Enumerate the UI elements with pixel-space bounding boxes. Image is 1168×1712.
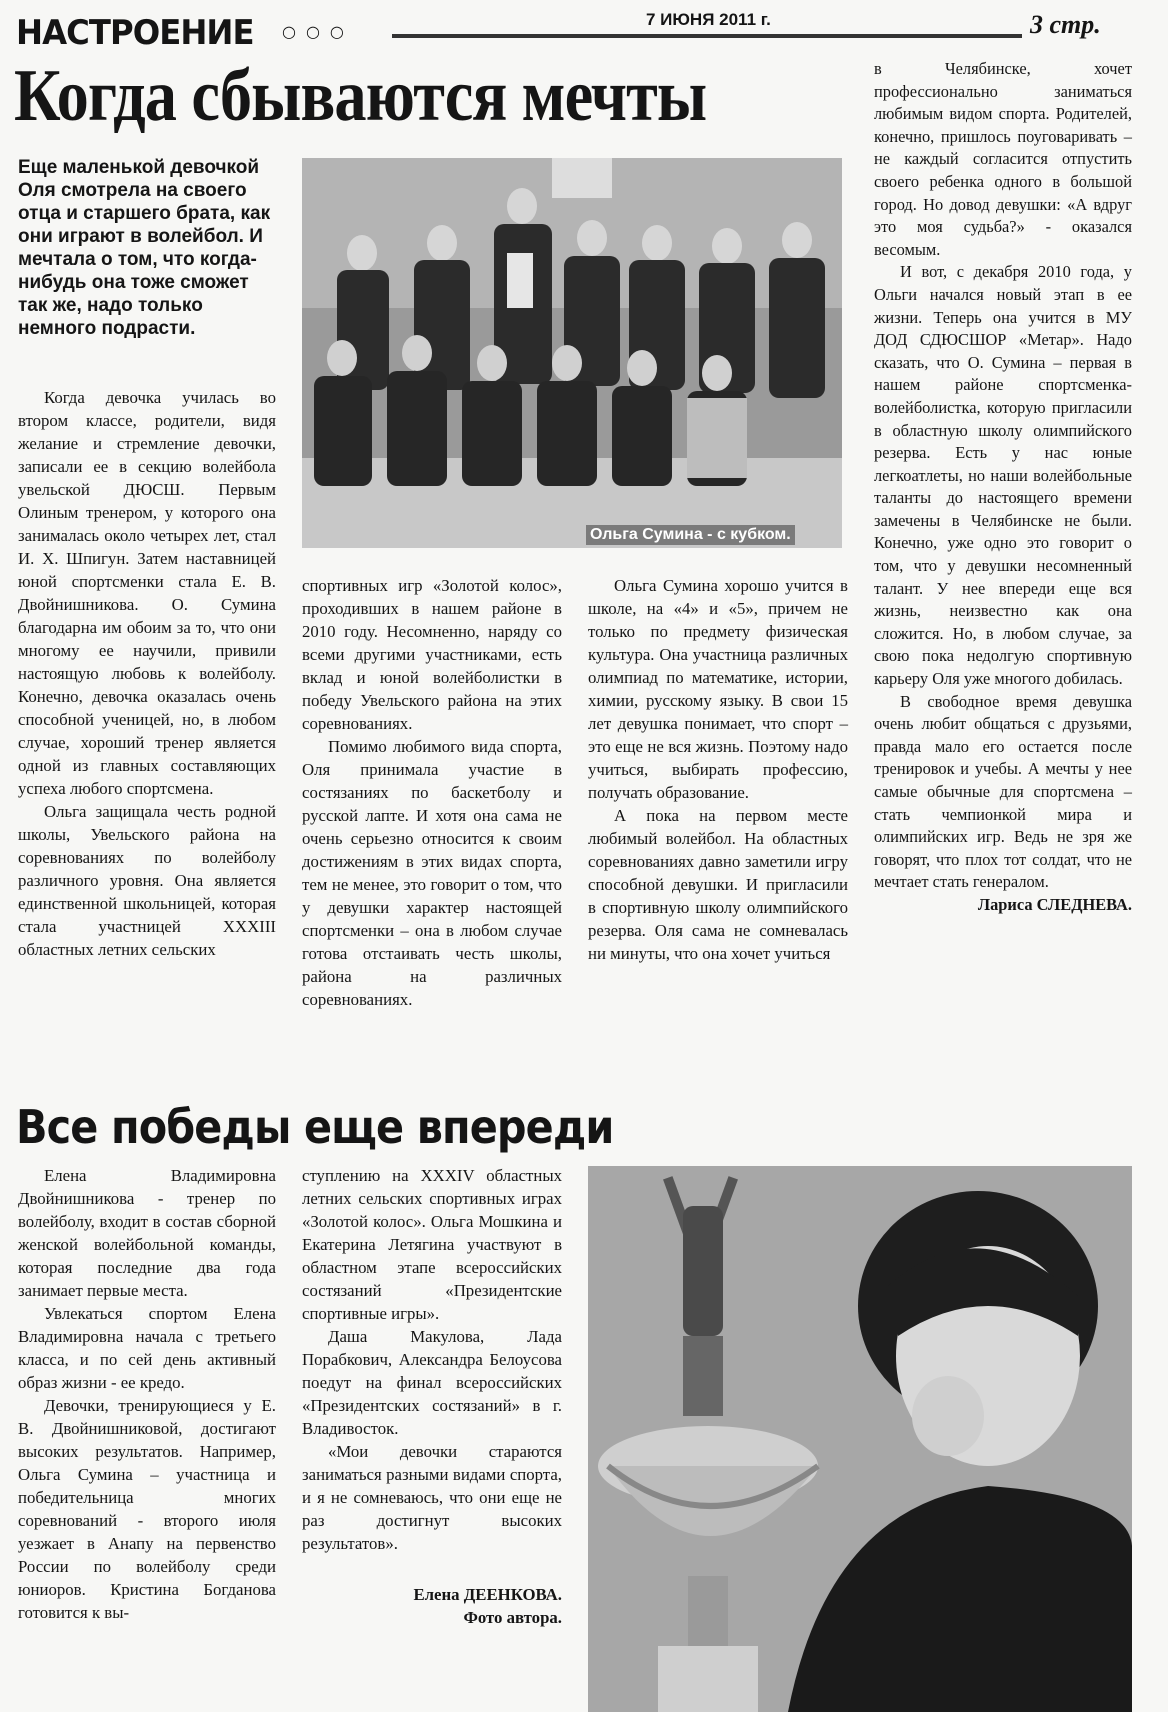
article2-column-2 <box>302 1164 562 1629</box>
paragraph: Ольга Сумина хорошо учится в школе, на «4» и «5», причем не только по предмету физическая культура. Она участница различных олимпиад по математике, истории, химии, русскому языку. В свои 15 лет девушка понимает, что спорт – это еще не вся жизнь. Поэтому надо учиться, выбирать профессию, получать образование. <box>588 576 848 802</box>
section-title: НАСТРОЕНИЕ <box>16 13 254 53</box>
team-photo-caption: Ольга Сумина - с кубком. <box>586 525 795 545</box>
paragraph: спортивных игр «Золотой колос», проходивших в нашем районе в 2010 году. Несомненно, наряду со всеми другими участниками, есть вклад и юной волейболистки в победу Увельского района на этих соревнованиях. <box>302 576 562 733</box>
article2-headline: Все победы еще впереди <box>16 1100 614 1154</box>
paragraph: Увлекаться спортом Елена Владимировна начала с третьего класса, и по сей день активный образ жизни - ее кредо. <box>18 1304 276 1392</box>
paragraph: в Челябинске, хочет профессионально заниматься любимым видом спорта. Родителей, конечно, пришлось поуговаривать – не каждый согласится отпустить своего ребенка одного в большой город. Но довод девушки: «А вдруг это моя судьба?» - оказался весомым. <box>874 59 1132 259</box>
team-photo <box>302 158 842 548</box>
section-dots: ○○○ <box>282 22 354 41</box>
coach-photo-image <box>588 1166 1132 1712</box>
article2-column-1 <box>18 1164 276 1624</box>
team-photo-image <box>302 158 842 548</box>
page-number: 3 стр. <box>1030 10 1101 39</box>
article1-column-4 <box>874 58 1132 917</box>
paragraph: Елена Владимировна Двойнишникова - тренер по волейболу, входит в состав сборной женской волейбольной команды, которая последние два года занимает первые места. <box>18 1166 276 1300</box>
paragraph: «Мои девочки стараются заниматься разными видами спорта, и я не сомневаюсь, что они еще не раз достигнут высоких результатов». <box>302 1442 562 1553</box>
paragraph: Ольга защищала честь родной школы, Увельского района на соревнованиях по волейболу различного уровня. Она является единственной школьницей, которая стала участницей XXXIII областных летних сельских <box>18 802 276 959</box>
article2-author: Елена ДЕЕНКОВА. <box>413 1585 562 1604</box>
paragraph: И вот, с декабря 2010 года, у Ольги начался новый этап в ее жизни. Теперь она учится в МУ ДОД СДЮСШОР «Метар». Надо сказать, что О. Сумина – первая в нашем районе спортсменка-волейболистка, которую пригласили в областную школу олимпийского резерва. Есть у нас юные легкоатлеты, но наши волейбольные таланты до настоящего времени замечены в Челябинске не были. Конечно, уже одно это говорит о том, что у девушки несомненный талант. У нее впереди еще вся жизнь, неизвестно как она сложится. Но, в любом случае, за свою пока недолгую спортивную карьеру Оля уже многого добилась. <box>874 262 1132 689</box>
article1-column-3 <box>588 574 848 965</box>
paragraph: Даша Макулова, Лада Порабкович, Александра Белоусова поедут на финал всероссийских «Президентских состязаний» в г. Владивосток. <box>302 1327 562 1438</box>
paragraph: Когда девочка училась во втором классе, родители, видя желание и стремление девочки, записали ее в секцию волейбола увельской ДЮСШ. Первым Олиным тренером, у которого она занималась около четырех лет, стал И. Х. Шпигун. Затем наставницей юной спортсменки стала Е. В. Двойнишникова. О. Сумина благодарна им обоим за то, что они многому ее научили, привили настоящую любовь к волейболу. Конечно, девочка оказалась очень способной ученицей, но, в любом случае, хороший тренер является одной из главных составляющих успеха любого спортсмена. <box>18 388 276 798</box>
article1-author: Лариса СЛЕДНЕВА. <box>977 894 1132 914</box>
coach-photo <box>588 1166 1132 1712</box>
header-rule <box>392 34 1022 38</box>
article1-column-2 <box>302 574 562 1011</box>
article1-lead: Еще маленькой девочкой Оля смотрела на своего отца и старшего брата, как они играют в волейбол. И мечтала о том, что когда-нибудь она тоже сможет так же, надо только немного подрасти. <box>18 157 271 339</box>
paragraph: В свободное время девушка очень любит общаться с друзьями, правда мало его остается после тренировок и учебы. А мечты у нее самые обычные для спортсмена – стать чемпионкой мира и олимпийских игр. Ведь не зря же говорят, что плох тот солдат, что не мечтает стать генералом. <box>874 691 1132 892</box>
paragraph: А пока на первом месте любимый волейбол. На областных соревнованиях давно заметили игру способной девушки. И пригласили в спортивную школу олимпийского резерва. Оля сама не сомневалась ни минуты, что она хочет учиться <box>588 806 848 963</box>
paragraph: Помимо любимого вида спорта, Оля принимала участие в состязаниях по баскетболу и русской лапте. И хотя она сама не очень серьезно относится к своим достижениям в этих видах спорта, тем не менее, это говорит о том, что у девушки характер настоящей спортсменки – она в любом случае готова отстаивать честь школы, района на различных соревнованиях. <box>302 737 562 1009</box>
article2-photo-credit: Фото автора. <box>463 1608 562 1627</box>
paragraph: ступлению на XXXIV областных летних сельских спортивных играх «Золотой колос». Ольга Мошкина и Екатерина Летягина участвуют в областном этапе всероссийских состязаний «Президентские спортивные игры». <box>302 1166 562 1323</box>
paragraph: Девочки, тренирующиеся у Е. В. Двойнишниковой, достигают высоких результатов. Например, Ольга Сумина – участница и победительница многих соревнований - второго июля уезжает в Анапу на первенство России по волейболу среди юниоров. Кристина Богданова готовится к вы- <box>18 1396 276 1622</box>
issue-date: 7 ИЮНЯ 2011 г. <box>640 10 777 30</box>
article1-headline: Когда сбываются мечты <box>14 55 707 137</box>
article1-column-1 <box>18 386 276 961</box>
